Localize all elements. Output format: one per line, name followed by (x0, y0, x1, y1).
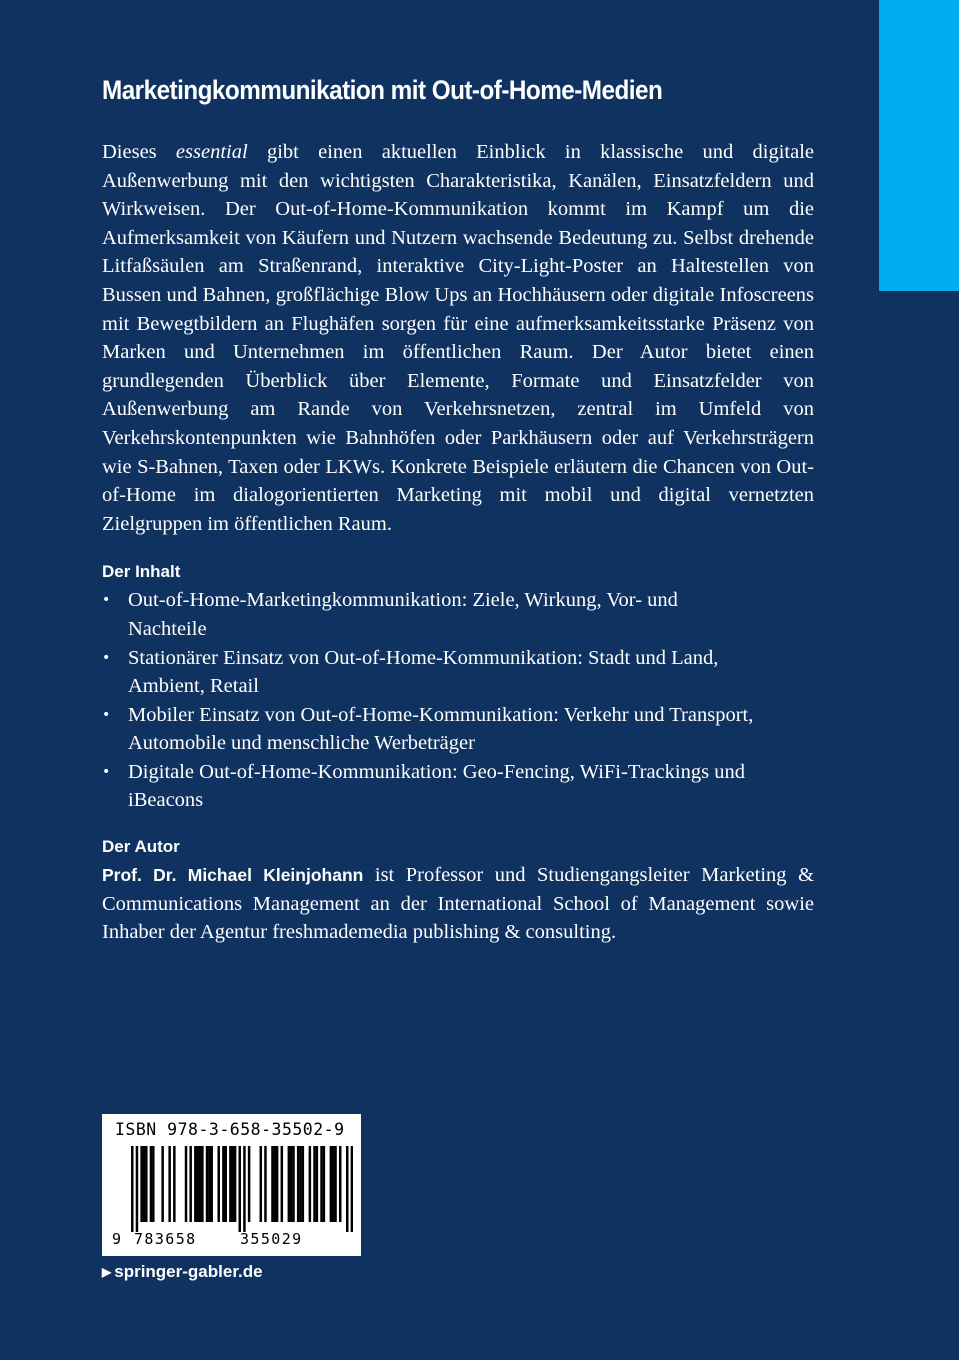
barcode-bar (152, 1146, 154, 1222)
publisher-url: springer-gabler.de (114, 1262, 263, 1281)
barcode-bar (346, 1146, 348, 1232)
barcode-bar (143, 1146, 145, 1222)
author-name: Prof. Dr. Michael Kleinjohann (102, 865, 364, 886)
barcode-bar (222, 1146, 224, 1222)
description-prefix: Dieses (102, 141, 176, 163)
description-text: gibt einen aktuellen Einblick in klassische und digitale Außenwerbung mit den wichtigsten Charakteristika, Kanälen, Einsatzfeldern und Wirkweisen. Der Out-of-Home-Kommunikation kommt im Kampf um die Aufmerksamkeit von Käufern und Nutzern wachsende Bedeutung zu. Selbst drehende Litfaßsäulen am Straßenrand, interaktive City-Light-Poster an Haltestellen von Bussen und Bahnen, großflächige Blow Ups an Hochhäusern oder digitale Infoscreens mit Bewegtbildern an Flughäfen sorgen für eine aufmerksamkeitsstarke Präsenz von Marken und Unternehmen im öffentlichen Raum. Der Autor bietet einen grundlegenden Überblick über Elemente, Formate und Einsatzfelder von Außenwerbung am Rande von Verkehrsnetzen, zentral im Umfeld von Verkehrskontenpunkten wie Bahnhöfen oder Parkhäusern oder auf Verkehrsträgern wie S-Bahnen, Taxen oder LKWs. Konkrete Beispiele erläutern die Chancen von Out-of-Home im dialogorientierten Marketing mit mobil und digital vernetzten Zielgruppen im öffentlichen Raum. (102, 141, 814, 535)
barcode-bar (161, 1146, 163, 1222)
barcode-bar (196, 1146, 198, 1222)
barcode-bar (224, 1146, 226, 1222)
barcode-bar (351, 1146, 353, 1232)
contents-heading: Der Inhalt (102, 562, 181, 582)
author-bio-text: ist Professor und Studiengangsleiter Marketing & Communications Management an der International School of Management sowie Inhaber der Agentur freshmademedia publishing & consulting. (102, 864, 814, 944)
barcode-bar (173, 1146, 175, 1222)
barcode-bar (185, 1146, 187, 1222)
accent-strip (879, 0, 959, 291)
barcode-bar (150, 1146, 152, 1222)
book-description (102, 138, 814, 538)
barcode-bar (334, 1146, 336, 1222)
barcode-bar (234, 1146, 236, 1222)
barcode-bar (217, 1146, 219, 1222)
barcode-bar (260, 1146, 262, 1222)
barcode-bar (302, 1146, 304, 1222)
barcode-bar (243, 1146, 245, 1232)
list-item (102, 644, 758, 701)
barcode-bar (140, 1146, 142, 1222)
contents-list (102, 586, 814, 815)
list-item-text: Out-of-Home-Marketingkommunikation: Ziele, Wirkung, Vor- und Nachteile (128, 589, 678, 640)
barcode-bar (323, 1146, 325, 1222)
bullet-icon: • (102, 649, 111, 666)
barcode-bar (288, 1146, 290, 1222)
barcode-bar (290, 1146, 292, 1222)
barcode-bar (332, 1146, 334, 1222)
barcode-bar (299, 1146, 301, 1222)
author-heading: Der Autor (102, 837, 180, 857)
barcode-bar (208, 1146, 210, 1222)
barcode-bar (320, 1146, 322, 1222)
barcode-bar (229, 1146, 231, 1222)
bullet-icon: • (102, 763, 111, 780)
isbn-barcode (102, 1114, 361, 1256)
list-item-text: Digitale Out-of-Home-Kommunikation: Geo-Fencing, WiFi-Trackings und iBeacons (128, 760, 745, 812)
barcode-bar (330, 1146, 332, 1222)
isbn-number: ISBN 978-3-658-35502-9 (115, 1120, 345, 1139)
barcode-bar (276, 1146, 278, 1222)
ean-right-digits: 355029 (240, 1230, 303, 1248)
author-bio (102, 861, 814, 947)
ean-left-digits: 783658 (134, 1230, 197, 1248)
barcode-bar (297, 1146, 299, 1222)
ean-first-digit: 9 (112, 1230, 122, 1248)
barcode-bar (199, 1146, 201, 1222)
barcode-bar (274, 1146, 276, 1222)
list-item-text: Stationärer Einsatz von Out-of-Home-Kommunikation: Stadt und Land, Ambient, Retail (128, 646, 719, 698)
list-item-text: Mobiler Einsatz von Out-of-Home-Kommunikation: Verkehr und Transport, Automobile und menschliche Werbeträger (128, 703, 754, 755)
barcode-bar (201, 1146, 203, 1222)
barcode-bar (168, 1146, 170, 1222)
triangle-right-icon: ▶ (102, 1265, 112, 1279)
back-cover-content (102, 70, 814, 947)
barcode-bar (292, 1146, 294, 1222)
barcode-bar (281, 1146, 283, 1222)
barcode-bar (194, 1146, 196, 1222)
book-title: Marketingkommunikation mit Out-of-Home-Medien (102, 75, 663, 105)
list-item (102, 701, 758, 758)
barcode-bar (189, 1146, 191, 1222)
barcode-bars (110, 1146, 353, 1232)
barcode-bar (316, 1146, 318, 1222)
barcode-bar (339, 1146, 341, 1222)
bullet-icon: • (102, 706, 111, 723)
barcode-bar (313, 1146, 315, 1222)
bullet-icon: • (102, 592, 111, 609)
list-item (102, 586, 758, 643)
list-item (102, 758, 758, 815)
barcode-bar (206, 1146, 208, 1222)
barcode-bar (136, 1146, 138, 1232)
barcode-bar (210, 1146, 212, 1222)
barcode-bar (131, 1146, 133, 1232)
description-emphasis: essential (175, 141, 248, 163)
barcode-bar (309, 1146, 311, 1222)
barcode-bar (248, 1146, 250, 1222)
barcode-bar (264, 1146, 266, 1222)
barcode-bar (232, 1146, 234, 1222)
barcode-bar (145, 1146, 147, 1222)
barcode-bar (271, 1146, 273, 1222)
publisher-link[interactable] (102, 1262, 263, 1282)
barcode-bar (239, 1146, 241, 1232)
